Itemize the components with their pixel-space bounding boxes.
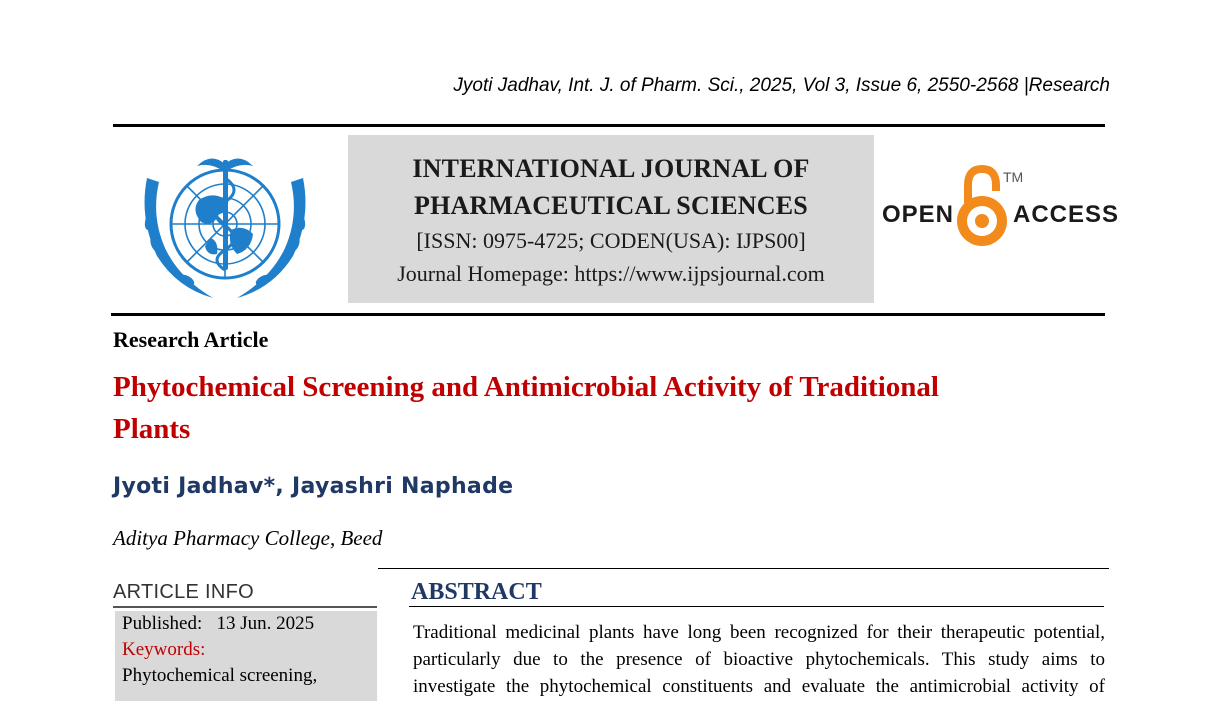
article-title-line1: Phytochemical Screening and Antimicrobial Activity of Traditional xyxy=(113,371,939,403)
abstract-heading: ABSTRACT xyxy=(411,579,542,605)
article-info-box xyxy=(115,611,377,701)
open-access-access-word: ACCESS xyxy=(1013,201,1120,228)
keyword-item: Phytochemical screening, xyxy=(122,665,318,686)
keywords-label: Keywords: xyxy=(122,639,206,660)
open-access-open-word: OPEN xyxy=(882,201,955,228)
article-affiliation: Aditya Pharmacy College, Beed xyxy=(113,526,383,550)
article-title xyxy=(113,366,1073,450)
journal-issn: [ISSN: 0975-4725; CODEN(USA): IJPS00] xyxy=(416,228,806,253)
running-header: Jyoti Jadhav, Int. J. of Pharm. Sci., 2025, Vol 3, Issue 6, 2550-2568 |Research xyxy=(453,75,1110,96)
article-title-line2: Plants xyxy=(113,413,191,445)
abstract-rule xyxy=(409,606,1104,607)
open-lock-icon xyxy=(954,163,1010,251)
article-type: Research Article xyxy=(113,327,269,352)
abstract-text xyxy=(413,619,1105,700)
trademark-mark: TM xyxy=(1003,169,1024,185)
published-date: 13 Jun. 2025 xyxy=(216,613,315,634)
abstract-line: investigate the phytochemical constituents and evaluate the antimicrobial activity of xyxy=(413,676,1105,697)
abstract-line: Traditional medicinal plants have long been recognized for their therapeutic potential, xyxy=(413,622,1105,643)
article-info-rule xyxy=(113,606,377,608)
article-info-heading: ARTICLE INFO xyxy=(113,581,255,603)
published-label: Published: xyxy=(122,613,203,634)
globe-caduceus-emblem-icon xyxy=(127,138,323,306)
journal-homepage[interactable]: Journal Homepage: https://www.ijpsjournal.com xyxy=(397,261,825,286)
article-authors: Jyoti Jadhav*, Jayashri Naphade xyxy=(113,474,514,499)
header-top-rule xyxy=(113,124,1105,127)
journal-name-line1: INTERNATIONAL JOURNAL OF xyxy=(412,154,810,183)
journal-name-line2: PHARMACEUTICAL SCIENCES xyxy=(414,191,808,220)
journal-banner xyxy=(348,135,874,303)
affiliation-rule xyxy=(378,568,1109,569)
header-bottom-rule xyxy=(111,313,1105,316)
published-row xyxy=(122,611,314,637)
open-access-logo xyxy=(880,163,1120,253)
abstract-line: particularly due to the presence of bioactive phytochemicals. This study aims to xyxy=(413,649,1105,670)
